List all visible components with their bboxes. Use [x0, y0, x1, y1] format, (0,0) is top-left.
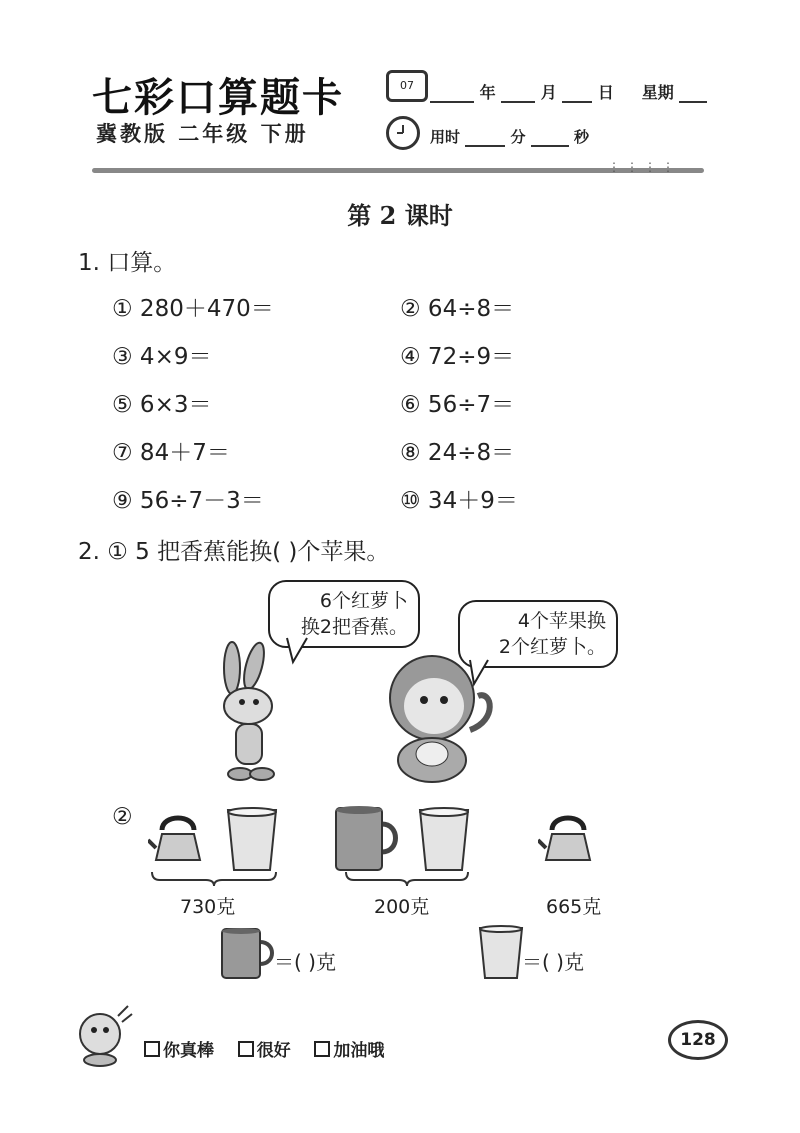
problem-5: ⑤ 6×3＝	[112, 392, 212, 418]
rabbit-icon	[210, 640, 290, 790]
kettle-icon	[148, 812, 208, 864]
year-blank[interactable]	[430, 87, 474, 103]
seconds-blank[interactable]	[531, 131, 569, 147]
mug-answer-blank[interactable]: ＝( )克	[274, 950, 336, 974]
glass-icon	[418, 806, 470, 872]
time-fields	[430, 126, 589, 147]
seconds-label: 秒	[573, 128, 589, 146]
weight-label-1: 730克	[180, 896, 236, 918]
day-label: 日	[597, 83, 614, 102]
problem-2: ② 64÷8＝	[400, 296, 515, 322]
clock-icon	[386, 116, 420, 150]
edition-label: 冀教版 二年级 下册	[96, 122, 309, 146]
problem-7: ⑦ 84＋7＝	[112, 440, 230, 466]
weekday-blank[interactable]	[679, 87, 707, 103]
monkey-icon	[380, 650, 500, 785]
rating-checkbox-2[interactable]	[238, 1041, 254, 1057]
rating-checkbox-1[interactable]	[144, 1041, 160, 1057]
brace-1	[150, 870, 278, 888]
q2-heading: 2. ① 5 把香蕉能换( )个苹果。	[78, 539, 390, 565]
divider-decoration: ⋮⋮⋮⋮	[608, 160, 680, 174]
year-label: 年	[479, 83, 496, 102]
problem-9: ⑨ 56÷7－3＝	[112, 488, 264, 514]
lesson-title: 第 2 课时	[347, 201, 453, 230]
date-fields	[430, 80, 707, 103]
rating-label-3: 加油哦	[333, 1041, 385, 1061]
problem-6: ⑥ 56÷7＝	[400, 392, 515, 418]
weight-label-2: 200克	[374, 896, 430, 918]
minutes-label: 分	[510, 128, 526, 146]
month-blank[interactable]	[501, 87, 535, 103]
brand-title: 七彩口算题卡	[92, 74, 344, 121]
calendar-icon: 07	[386, 70, 428, 102]
weight-label-3: 665克	[546, 896, 602, 918]
mascot-icon	[70, 1004, 136, 1068]
problem-3: ③ 4×9＝	[112, 344, 212, 370]
monkey-bubble-line2: 2个红萝卜。	[498, 636, 606, 658]
rating-checkbox-3[interactable]	[314, 1041, 330, 1057]
rating-label-1: 你真棒	[163, 1041, 214, 1061]
problem-10: ⑩ 34＋9＝	[400, 488, 518, 514]
page-number: 128	[668, 1020, 728, 1060]
rating-label-2: 很好	[256, 1041, 291, 1061]
rabbit-bubble-line2: 换2把香蕉。	[300, 616, 408, 638]
rating-options	[144, 1036, 384, 1061]
problem-8: ⑧ 24÷8＝	[400, 440, 515, 466]
monkey-bubble-line1: 4个苹果换	[517, 610, 606, 632]
q1-heading: 1. 口算。	[78, 250, 177, 276]
weekday-label: 星期	[641, 83, 674, 102]
glass-icon	[478, 924, 524, 980]
month-label: 月	[540, 83, 557, 102]
minutes-blank[interactable]	[465, 131, 505, 147]
time-label: 用时	[430, 128, 461, 146]
part2-marker: ②	[112, 804, 133, 830]
mug-icon	[220, 926, 276, 980]
kettle-icon	[538, 812, 598, 864]
brace-2	[344, 870, 470, 888]
mug-icon	[334, 804, 400, 872]
glass-icon	[226, 806, 278, 872]
rabbit-bubble-line1: 6个红萝卜	[319, 590, 408, 612]
problem-4: ④ 72÷9＝	[400, 344, 515, 370]
glass-answer-blank[interactable]: ＝( )克	[522, 950, 584, 974]
day-blank[interactable]	[562, 87, 592, 103]
problem-1: ① 280＋470＝	[112, 296, 274, 322]
